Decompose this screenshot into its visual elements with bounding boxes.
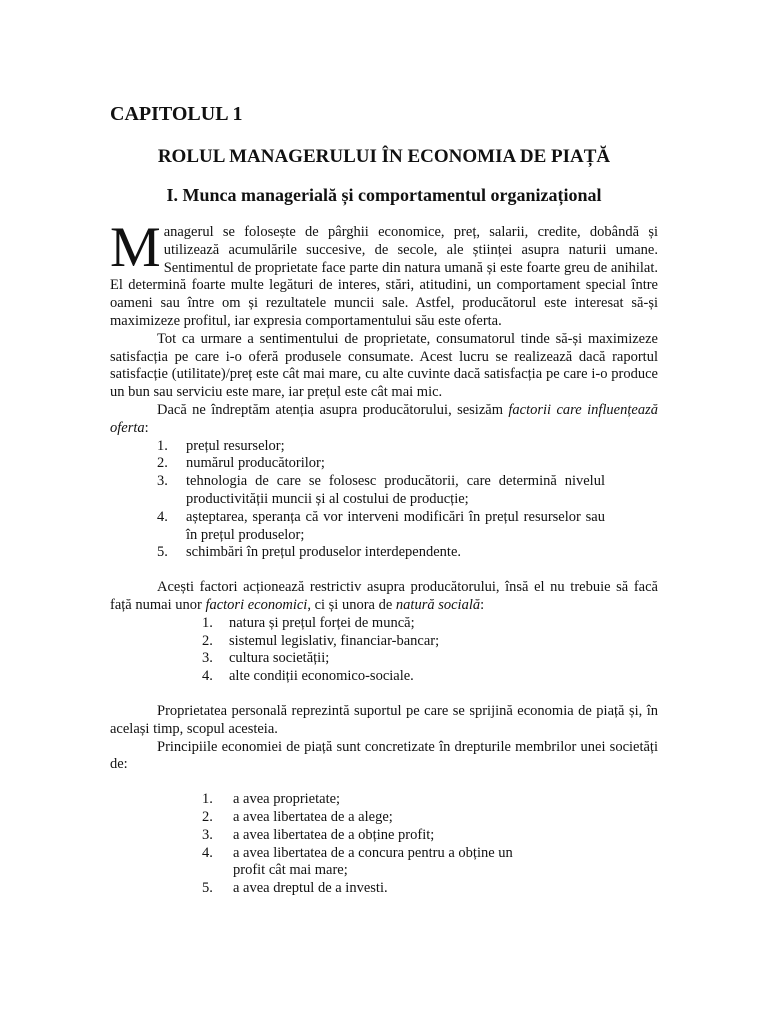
paragraph-principles: Principiile economiei de piață sunt concretizate în drepturile membrilor unei societăți de: bbox=[110, 738, 658, 773]
list-number: 2. bbox=[157, 455, 168, 472]
list-number: 2. bbox=[202, 808, 213, 825]
list-number: 2. bbox=[202, 632, 213, 649]
emphasis-economic: factori economici bbox=[205, 596, 308, 613]
paragraph-consumer: Tot ca urmare a sentimentului de proprietate, consumatorul tinde să-și maximizeze satisfacția pe care i-o oferă produsele consumate. Acest lucru se realizează dacă raportul satisfacție (utilitate)/preț este cât mai mare, cu alte cuvinte dacă satisfacția pe care i-o produce un bun sau serviciu este mare, iar prețul este cât mai mic. bbox=[110, 330, 658, 401]
paragraph-restrictive bbox=[110, 579, 658, 615]
list-text: a avea libertatea de a obține profit; bbox=[233, 826, 435, 843]
list-item bbox=[110, 509, 658, 545]
list-item bbox=[110, 650, 658, 668]
list-text: tehnologia de care se folosesc producătorii, care determină nivelul productivității muncii și al costului de producție; bbox=[186, 473, 605, 507]
list-text: a avea libertatea de a concura pentru a obține un profit cât mai mare; bbox=[233, 844, 513, 879]
paragraph-intro-text: anagerul se folosește de pârghii economice, preț, salarii, credite, dobândă și utilizează acumulările succesive, de secole, ale științei asupra naturii umane. Sentimentul de proprietate face parte din natura umană și este foarte greu de anihilat. El determină foarte multe legături de interes, stări, atitudini, un comportament special între oameni sau între om și rezultatele muncii sale. Astfel, producătorul este interesat să-și maximizeze profitul, iar expresia comportamentului său este oferta. bbox=[110, 224, 658, 329]
list-item bbox=[110, 809, 658, 827]
rights-list bbox=[110, 791, 658, 898]
paragraph-intro bbox=[110, 216, 658, 331]
factors-list bbox=[110, 438, 658, 563]
body-text bbox=[110, 216, 658, 898]
social-factors-list bbox=[110, 615, 658, 686]
chapter-heading: CAPITOLUL 1 bbox=[110, 103, 243, 125]
list-number: 1. bbox=[202, 791, 213, 808]
list-number: 5. bbox=[202, 880, 213, 897]
spacer bbox=[110, 686, 658, 703]
list-item bbox=[110, 827, 658, 845]
list-item bbox=[110, 615, 658, 633]
list-number: 3. bbox=[202, 826, 213, 843]
list-text: schimbări în prețul produselor interdependente. bbox=[186, 544, 462, 561]
list-item bbox=[110, 633, 658, 651]
list-number: 1. bbox=[157, 437, 168, 454]
drop-cap: M bbox=[110, 216, 161, 279]
paragraph-producer-end: : bbox=[144, 419, 149, 436]
list-item bbox=[110, 845, 658, 881]
list-item bbox=[110, 473, 658, 509]
list-number: 5. bbox=[157, 544, 168, 561]
list-text: prețul resurselor; bbox=[186, 437, 285, 454]
spacer bbox=[110, 562, 658, 579]
chapter-title: ROLUL MANAGERULUI ÎN ECONOMIA DE PIAȚĂ bbox=[157, 146, 611, 167]
list-text: așteptarea, speranța că vor interveni modificări în prețul resurselor sau în prețul produselor; bbox=[186, 508, 605, 543]
emphasis-social: natură socială bbox=[395, 596, 481, 613]
paragraph-restrictive-middle: , ci și unora de bbox=[307, 596, 396, 613]
list-number: 4. bbox=[157, 508, 168, 525]
section-subtitle: I. Munca managerială și comportamentul organizațional bbox=[166, 185, 602, 205]
paragraph-restrictive-text: Acești factori acționează restrictiv asupra producătorului, însă el nu trebuie să facă față numai unor bbox=[110, 579, 658, 613]
list-text: alte condiții economico-sociale. bbox=[229, 668, 414, 685]
list-text: numărul producătorilor; bbox=[186, 455, 325, 472]
list-number: 1. bbox=[202, 614, 213, 631]
paragraph-property: Proprietatea personală reprezintă suportul pe care se sprijină economia de piață și, în același timp, scopul acesteia. bbox=[110, 702, 658, 737]
list-item bbox=[110, 438, 658, 456]
paragraph-restrictive-end: : bbox=[480, 596, 485, 613]
emphasis-factors: factorii care influențează oferta bbox=[110, 401, 658, 436]
list-number: 3. bbox=[157, 473, 168, 490]
list-text: sistemul legislativ, financiar-bancar; bbox=[229, 632, 440, 649]
list-item bbox=[110, 880, 658, 898]
list-text: a avea libertatea de a alege; bbox=[233, 808, 393, 825]
paragraph-producer bbox=[110, 402, 658, 438]
list-item bbox=[110, 668, 658, 686]
list-text: natura și prețul forței de muncă; bbox=[229, 614, 415, 631]
list-item bbox=[110, 791, 658, 809]
list-text: cultura societății; bbox=[229, 650, 330, 667]
spacer bbox=[110, 774, 658, 791]
list-number: 4. bbox=[202, 844, 213, 861]
paragraph-producer-text: Dacă ne îndreptăm atenția asupra producătorului, sesizăm bbox=[157, 401, 509, 418]
list-number: 4. bbox=[202, 668, 213, 685]
list-number: 3. bbox=[202, 650, 213, 667]
list-item bbox=[110, 455, 658, 473]
list-item bbox=[110, 544, 658, 562]
list-text: a avea dreptul de a investi. bbox=[233, 880, 388, 897]
list-text: a avea proprietate; bbox=[233, 791, 341, 808]
